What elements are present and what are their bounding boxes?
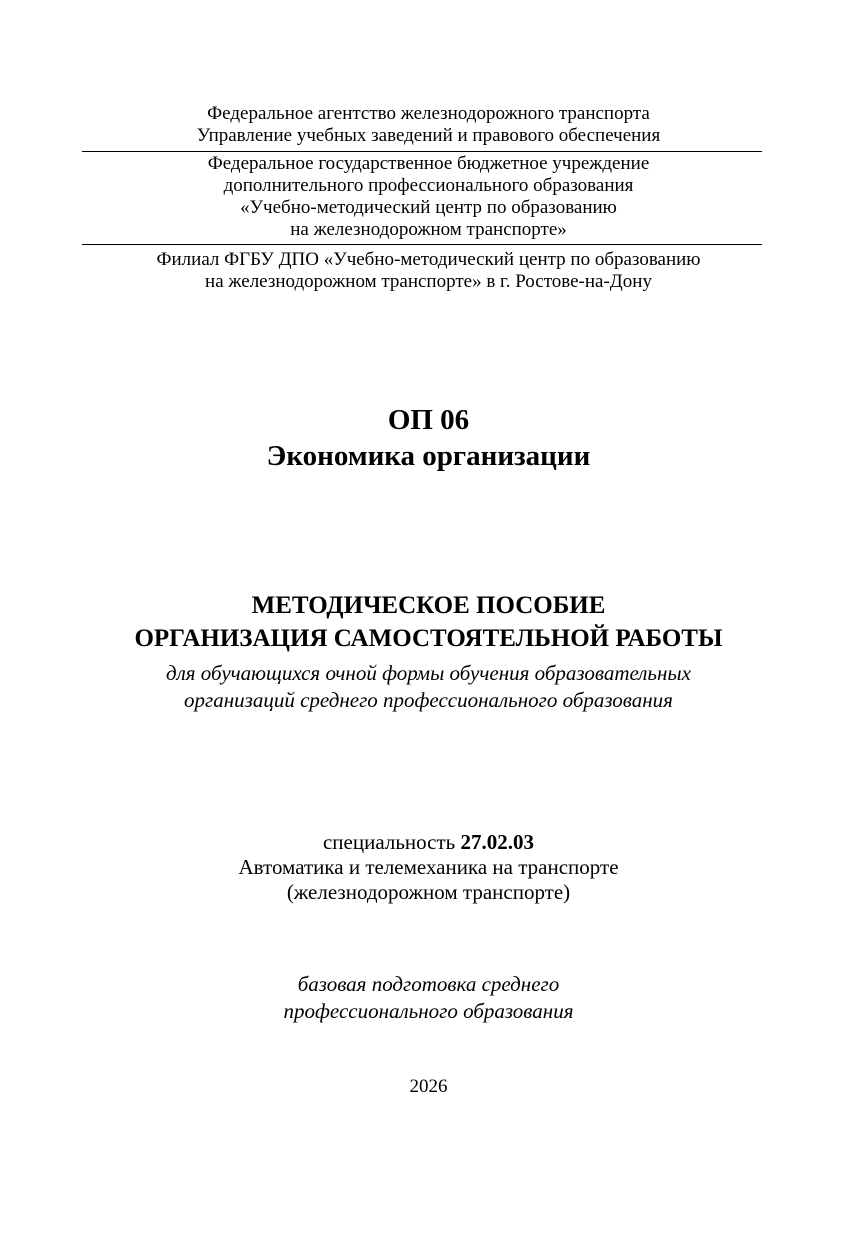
year-text: 2026 [409, 1076, 448, 1097]
training-line-2: профессионального образования [283, 999, 574, 1023]
discipline-name: Экономика организации [266, 440, 591, 472]
audience-line-1: для обучающихся очной формы обучения образовательных [166, 661, 691, 685]
branch-block [0, 249, 857, 293]
agency-line-2: Управление учебных заведений и правового обеспечения [196, 125, 661, 146]
manual-type: МЕТОДИЧЕСКОЕ ПОСОБИЕ [251, 592, 606, 619]
specialty-name-line-2: (железнодорожном транспорте) [286, 880, 571, 904]
header-divider-1 [82, 151, 762, 152]
branch-line-1: Филиал ФГБУ ДПО «Учебно-методический центр по образованию [156, 249, 701, 270]
training-level [0, 971, 857, 1025]
specialty-block [0, 830, 857, 905]
audience-line-2: организаций среднего профессионального образования [184, 688, 673, 712]
agency-block [0, 103, 857, 147]
agency-line-1: Федеральное агентство железнодорожного транспорта [207, 103, 650, 124]
institution-block [0, 153, 857, 241]
discipline-title [0, 402, 857, 474]
discipline-code: ОП 06 [387, 404, 470, 436]
institution-line-1: Федеральное государственное бюджетное учреждение [207, 153, 650, 174]
specialty-code: 27.02.03 [460, 830, 534, 854]
header-divider-2 [82, 244, 762, 245]
manual-title [0, 589, 857, 655]
manual-subject: ОРГАНИЗАЦИЯ САМОСТОЯТЕЛЬНОЙ РАБОТЫ [134, 625, 723, 652]
institution-line-4: на железнодорожном транспорте» [290, 219, 567, 240]
publication-year [0, 1076, 857, 1098]
specialty-name-line-1: Автоматика и телемеханика на транспорте [238, 855, 619, 879]
specialty-line [0, 830, 857, 855]
training-line-1: базовая подготовка среднего [297, 972, 560, 996]
manual-audience [0, 660, 857, 714]
branch-line-2: на железнодорожном транспорте» в г. Ростове-на-Дону [205, 271, 652, 292]
institution-line-3: «Учебно-методический центр по образованию [240, 197, 617, 218]
institution-line-2: дополнительного профессионального образования [223, 175, 634, 196]
specialty-label: специальность [322, 830, 461, 854]
